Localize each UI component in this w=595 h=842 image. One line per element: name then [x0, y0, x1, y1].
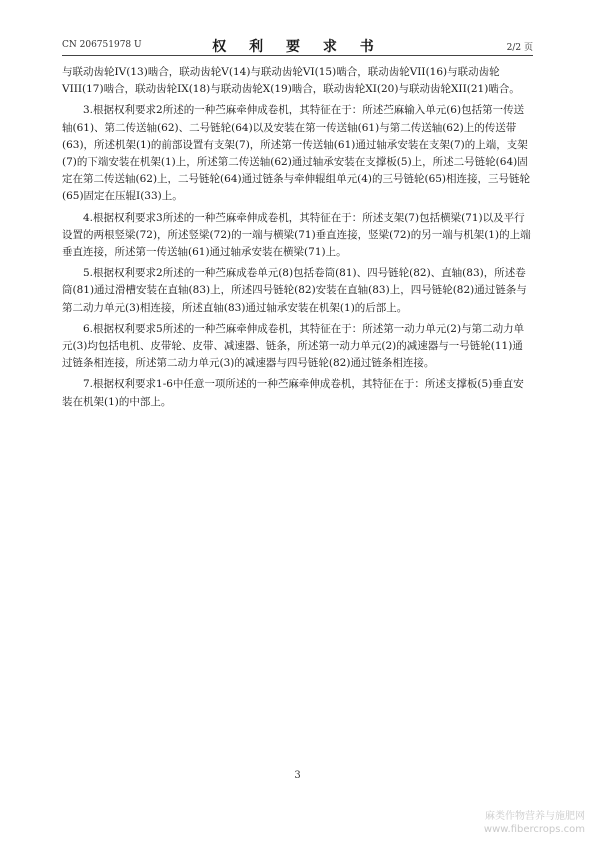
claim-6: 6.根据权利要求5所述的一种苎麻牵伸成卷机，其特征在于：所述第一动力单元(2)与第二动力单元(3)均包括电机、皮带轮、皮带、减速器、链条，所述第一动力单元(2)的减速器与一号链轮(11)通过链条相连接，所述第二动力单元(3)的减速器与四号链轮(82)通过链条相连接。	[62, 322, 525, 370]
document-title: 权 利 要 求 书	[212, 39, 383, 55]
site-watermark	[484, 810, 585, 836]
claim-3: 3.根据权利要求2所述的一种苎麻牵伸成卷机，其特征在于：所述苎麻输入单元(6)包括第一传送轴(61)、第二传送轴(62)、二号链轮(64)以及安装在第一传送轴(61)与第二传送轴(62)上的传送带(63)，所述机架(1)的前部设置有支架(7)，所述第一传送轴(61)通过轴承安装在支架(7)的上端，支架(7)的下端安装在机架(1)上，所述第二传送轴(62)通过轴承安装在支撑板(5)上，所述二号链轮(64)固定在第二传送轴(62)上，二号链轮(64)通过链条与牵伸辊组单元(4)的三号链轮(65)相连接，三号链轮(65)固定在压辊I(33)上。	[62, 104, 531, 203]
claim-continuation: 与联动齿轮IV(13)啮合，联动齿轮V(14)与联动齿轮VI(15)啮合，联动齿轮VII(16)与联动齿轮VIII(17)啮合，联动齿轮IX(18)与联动齿轮X(19)啮合，联动齿轮XI(20)与联动齿轮XII(21)啮合。	[62, 66, 520, 96]
watermark-url: www.fibercrops.com	[483, 824, 585, 835]
page-header	[62, 36, 533, 56]
claim-5: 5.根据权利要求2所述的一种苎麻成卷单元(8)包括卷筒(81)、四号链轮(82)、直轴(83)，所述卷筒(81)通过滑槽安装在直轴(83)上，所述四号链轮(82)安装在直轴(83)上，四号链轮(82)通过链条与第二动力单元(3)相连接，所述直轴(83)通过轴承安装在机架(1)的后部上。	[62, 267, 527, 314]
watermark-site-name: 麻类作物营养与施肥网	[485, 811, 585, 822]
claims-body	[62, 64, 533, 415]
header-rule	[62, 55, 533, 56]
claim-4: 4.根据权利要求3所述的一种苎麻牵伸成卷机，其特征在于：所述支架(7)包括横梁(71)以及平行设置的两根竖梁(72)，所述竖梁(72)的一端与横梁(71)垂直连接，竖梁(72)的另一端与机架(1)的上端垂直连接，所述第一传送轴(61)通过轴承安装在横梁(71)上。	[62, 211, 531, 259]
claim-7: 7.根据权利要求1-6中任意一项所述的一种苎麻牵伸成卷机，其特征在于：所述支撑板(5)垂直安装在机架(1)的中部上。	[62, 378, 524, 408]
page-indicator: 2/2 页	[506, 43, 533, 53]
page-number: 3	[294, 770, 301, 781]
patent-number: CN 206751978 U	[62, 40, 142, 50]
